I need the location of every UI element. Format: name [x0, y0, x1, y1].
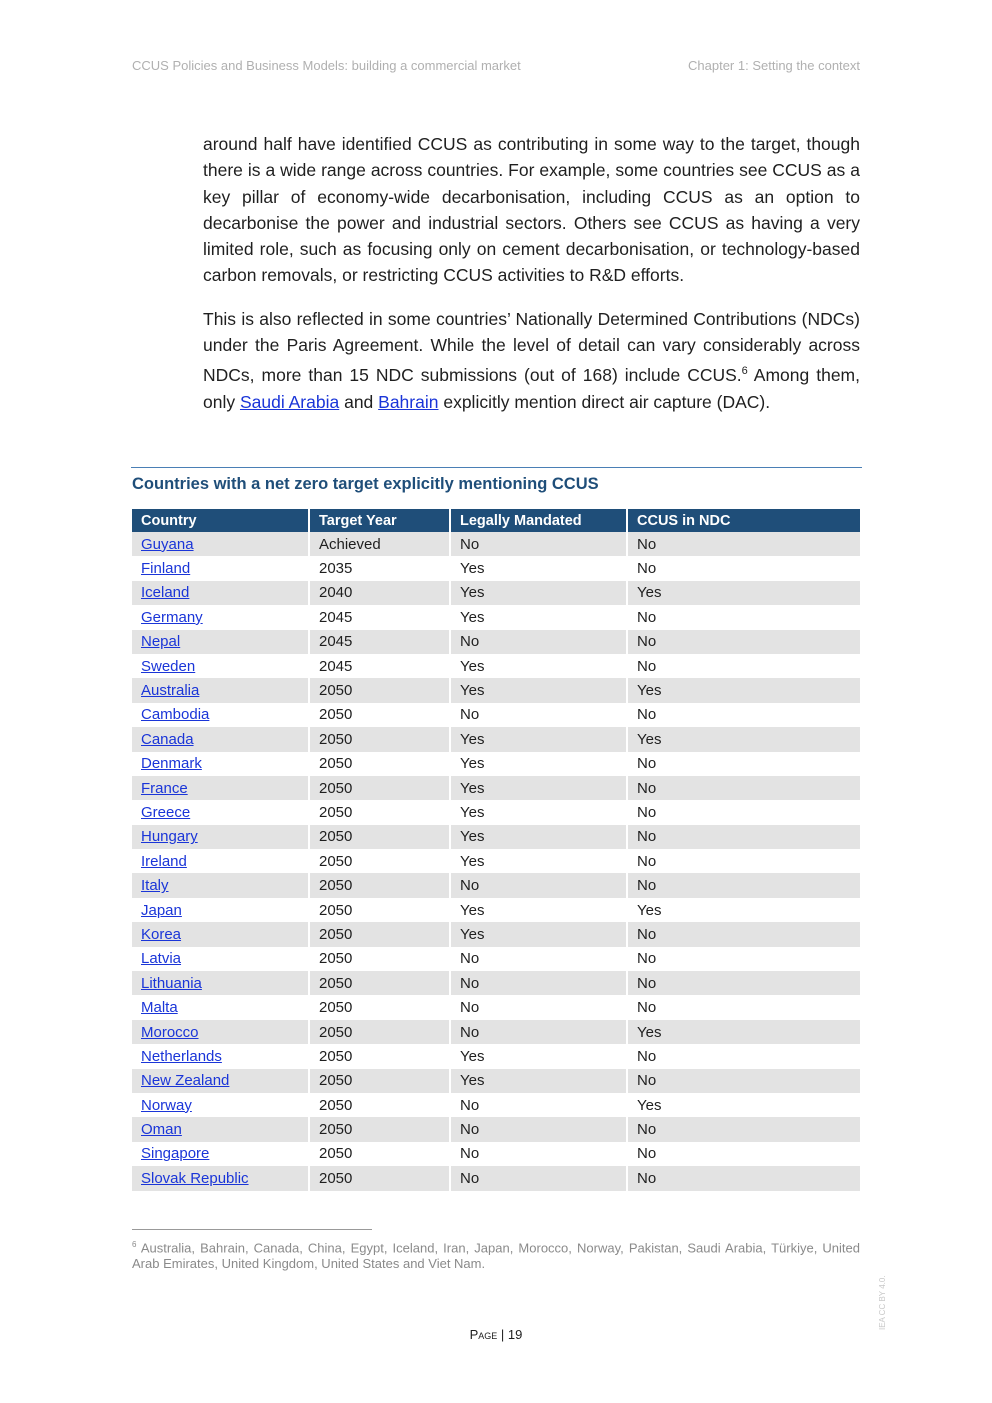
footnote-reference[interactable]: 6 — [741, 365, 748, 378]
country-link[interactable]: Morocco — [141, 1023, 199, 1041]
cell-country — [132, 1044, 309, 1068]
cell-legally-mandated: Yes — [450, 752, 627, 776]
cell-legally-mandated: Yes — [450, 727, 627, 751]
cell-target-year: 2050 — [309, 995, 450, 1019]
cell-legally-mandated: Yes — [450, 776, 627, 800]
country-link[interactable]: Iceland — [141, 584, 190, 602]
cell-legally-mandated: No — [450, 1142, 627, 1166]
cell-ccus-in-ndc: No — [627, 532, 860, 556]
table-body — [132, 532, 860, 1191]
paragraph-2-text: This is also reflected in some countries’ Nationally Determined Contributions (NDCs) under the Paris Agreement. While the level of detail can vary considerably across NDCs, more than 15 NDC submissions (out of 168) include CCUS. — [203, 308, 860, 386]
cell-legally-mandated: Yes — [450, 556, 627, 580]
table-row — [132, 752, 860, 776]
table-row — [132, 703, 860, 727]
footnote-number: 6 — [132, 1240, 137, 1249]
table-row — [132, 1044, 860, 1068]
table-row — [132, 873, 860, 897]
cell-target-year: 2050 — [309, 752, 450, 776]
cell-target-year: 2050 — [309, 971, 450, 995]
cell-target-year: 2050 — [309, 678, 450, 702]
cell-country — [132, 752, 309, 776]
column-header-ccus-in-ndc: CCUS in NDC — [627, 509, 860, 532]
cell-country — [132, 776, 309, 800]
body-text — [203, 131, 860, 432]
table-row — [132, 1142, 860, 1166]
cell-ccus-in-ndc: No — [627, 1117, 860, 1141]
cell-country — [132, 1117, 309, 1141]
cell-target-year: 2045 — [309, 654, 450, 678]
cell-target-year: 2050 — [309, 1142, 450, 1166]
cell-ccus-in-ndc: Yes — [627, 678, 860, 702]
cell-country — [132, 556, 309, 580]
cell-target-year: 2050 — [309, 800, 450, 824]
country-link[interactable]: Italy — [141, 877, 169, 895]
table-row — [132, 1069, 860, 1093]
country-link[interactable]: Canada — [141, 730, 194, 748]
cell-legally-mandated: Yes — [450, 654, 627, 678]
cell-target-year: 2050 — [309, 1166, 450, 1190]
table-row — [132, 678, 860, 702]
header-document-title: CCUS Policies and Business Models: building a commercial market — [132, 58, 521, 73]
cell-target-year: 2050 — [309, 1069, 450, 1093]
table-row — [132, 995, 860, 1019]
country-link[interactable]: Slovak Republic — [141, 1169, 249, 1187]
cell-ccus-in-ndc: No — [637, 999, 657, 1017]
cell-country — [132, 1020, 309, 1044]
cell-country — [132, 532, 309, 556]
cell-legally-mandated: Yes — [450, 605, 627, 629]
cell-target-year: 2045 — [309, 605, 450, 629]
cell-country — [132, 605, 309, 629]
running-header — [132, 58, 860, 73]
cell-legally-mandated: No — [450, 1020, 627, 1044]
footnote — [132, 1237, 860, 1272]
table-row — [132, 605, 860, 629]
cell-country — [132, 678, 309, 702]
paragraph-2-text: explicitly mention direct air capture (DAC). — [438, 391, 771, 412]
country-link[interactable]: Korea — [141, 925, 182, 943]
cell-ccus-in-ndc: No — [627, 776, 860, 800]
cell-target-year: 2050 — [309, 825, 450, 849]
table-row — [132, 971, 860, 995]
cell-target-year: 2040 — [309, 581, 450, 605]
country-link[interactable]: Norway — [141, 1096, 192, 1114]
cell-legally-mandated: Yes — [450, 1044, 627, 1068]
cell-target-year: 2050 — [309, 873, 450, 897]
table-row — [132, 630, 860, 654]
country-link[interactable]: Germany — [141, 608, 203, 626]
cell-legally-mandated: Yes — [450, 825, 627, 849]
cell-ccus-in-ndc: Yes — [627, 581, 860, 605]
country-link[interactable]: Malta — [141, 999, 178, 1017]
cell-target-year: 2050 — [309, 1044, 450, 1068]
net-zero-ccus-table — [132, 509, 860, 1191]
paragraph-1: around half have identified CCUS as contributing in some way to the target, though there is a wide range across countries. For example, some countries see CCUS as a key pillar of economy-wide decarbonisation, including CCUS as an option to decarbonise the power and industrial sectors. Others see CCUS as having a very limited role, such as focusing only on cement decarbonisation, or technology-based carbon removals, or restricting CCUS activities to R&D efforts. — [203, 134, 860, 286]
country-link[interactable]: Oman — [141, 1121, 182, 1139]
cell-ccus-in-ndc: Yes — [637, 901, 662, 919]
table-row — [132, 776, 860, 800]
cell-ccus-in-ndc: No — [627, 873, 860, 897]
cell-ccus-in-ndc: No — [637, 1047, 657, 1065]
country-link[interactable]: Guyana — [141, 535, 194, 553]
cell-ccus-in-ndc: No — [637, 560, 657, 578]
cell-ccus-in-ndc: No — [627, 971, 860, 995]
country-link[interactable]: Hungary — [141, 828, 198, 846]
cell-target-year: 2050 — [309, 1117, 450, 1141]
cell-country — [132, 825, 309, 849]
cell-target-year: 2050 — [309, 1020, 450, 1044]
cell-legally-mandated: Yes — [450, 678, 627, 702]
header-chapter-title: Chapter 1: Setting the context — [688, 58, 860, 73]
cell-country — [132, 800, 309, 824]
cell-country — [132, 947, 309, 971]
cell-country — [132, 581, 309, 605]
cell-legally-mandated: No — [450, 1166, 627, 1190]
country-link[interactable]: Finland — [141, 560, 191, 578]
column-header-country: Country — [132, 509, 309, 532]
cell-target-year: 2045 — [309, 630, 450, 654]
page-separator: | — [497, 1327, 508, 1342]
cell-legally-mandated: No — [450, 947, 627, 971]
cell-country — [132, 727, 309, 751]
cell-country — [132, 703, 309, 727]
cell-legally-mandated: No — [450, 1117, 627, 1141]
country-link[interactable]: Cambodia — [141, 706, 210, 724]
country-link[interactable]: Lithuania — [141, 974, 202, 992]
paragraph-2 — [203, 306, 860, 415]
table-title: Countries with a net zero target explicitly mentioning CCUS — [132, 475, 599, 493]
cell-legally-mandated: No — [450, 995, 627, 1019]
footnote-text: Australia, Bahrain, Canada, China, Egypt, Iceland, Iran, Japan, Morocco, Norway, Pakistan, Saudi Arabia, Türkiye, United Arab Emirates, United Kingdom, United States and Viet Nam. — [132, 1240, 860, 1272]
cell-ccus-in-ndc: Yes — [637, 1096, 662, 1114]
table-row — [132, 922, 860, 946]
country-link[interactable]: Latvia — [141, 950, 182, 968]
cell-legally-mandated: No — [450, 1093, 627, 1117]
link-saudi-arabia[interactable]: Saudi Arabia — [239, 391, 340, 412]
cell-target-year: Achieved — [309, 532, 450, 556]
country-link[interactable]: Singapore — [141, 1145, 210, 1163]
country-link[interactable]: Nepal — [141, 633, 181, 651]
cell-country — [132, 849, 309, 873]
cell-country — [132, 654, 309, 678]
cell-ccus-in-ndc: No — [637, 657, 657, 675]
cell-ccus-in-ndc: No — [637, 706, 657, 724]
country-link[interactable]: Denmark — [141, 755, 202, 773]
cell-ccus-in-ndc: No — [627, 1166, 860, 1190]
cell-legally-mandated: No — [450, 630, 627, 654]
cell-country — [132, 995, 309, 1019]
cell-country — [132, 873, 309, 897]
table-row — [132, 800, 860, 824]
page-label: Page — [469, 1327, 498, 1342]
cell-target-year: 2050 — [309, 776, 450, 800]
license-notice: IEA CC BY 4.0. — [878, 1275, 887, 1330]
table-row — [132, 1020, 860, 1044]
cell-legally-mandated: No — [450, 873, 627, 897]
link-bahrain[interactable]: Bahrain — [378, 391, 439, 412]
cell-target-year: 2050 — [309, 727, 450, 751]
table-row — [132, 849, 860, 873]
paragraph-2-text: Among them, only — [203, 365, 860, 412]
table-row — [132, 727, 860, 751]
country-link[interactable]: Ireland — [141, 852, 187, 870]
cell-ccus-in-ndc: No — [637, 852, 657, 870]
cell-legally-mandated: No — [450, 532, 627, 556]
cell-ccus-in-ndc: No — [627, 825, 860, 849]
country-link[interactable]: Greece — [141, 803, 191, 821]
cell-target-year: 2050 — [309, 849, 450, 873]
cell-legally-mandated: Yes — [450, 1069, 627, 1093]
cell-country — [132, 922, 309, 946]
table-top-rule — [131, 467, 862, 468]
cell-ccus-in-ndc: No — [637, 755, 657, 773]
cell-ccus-in-ndc: No — [627, 630, 860, 654]
cell-country — [132, 971, 309, 995]
paragraph-2-text: and — [339, 391, 379, 412]
table-row — [132, 1093, 860, 1117]
cell-target-year: 2050 — [309, 922, 450, 946]
table-row — [132, 825, 860, 849]
cell-ccus-in-ndc: No — [637, 1145, 657, 1163]
column-header-target-year: Target Year — [309, 509, 450, 532]
table-row — [132, 581, 860, 605]
cell-ccus-in-ndc: Yes — [627, 727, 860, 751]
cell-country — [132, 898, 309, 922]
cell-ccus-in-ndc: No — [637, 803, 657, 821]
cell-ccus-in-ndc: No — [627, 1069, 860, 1093]
table-row — [132, 532, 860, 556]
cell-country — [132, 630, 309, 654]
cell-target-year: 2050 — [309, 1093, 450, 1117]
cell-country — [132, 1166, 309, 1190]
cell-target-year: 2050 — [309, 947, 450, 971]
cell-legally-mandated: Yes — [450, 898, 627, 922]
footnote-divider — [132, 1229, 372, 1230]
cell-ccus-in-ndc: No — [637, 608, 657, 626]
cell-country — [132, 1142, 309, 1166]
country-link[interactable]: Sweden — [141, 657, 196, 675]
cell-ccus-in-ndc: No — [637, 950, 657, 968]
page-number — [0, 1327, 992, 1342]
cell-legally-mandated: Yes — [450, 922, 627, 946]
column-header-legally-mandated: Legally Mandated — [450, 509, 627, 532]
table-row — [132, 556, 860, 580]
country-link[interactable]: Japan — [141, 901, 182, 919]
page-number-value: 19 — [507, 1327, 523, 1342]
table-row — [132, 1166, 860, 1190]
table-row — [132, 898, 860, 922]
cell-target-year: 2035 — [309, 556, 450, 580]
country-link[interactable]: Netherlands — [141, 1047, 222, 1065]
cell-country — [132, 1093, 309, 1117]
cell-country — [132, 1069, 309, 1093]
country-link[interactable]: New Zealand — [141, 1072, 230, 1090]
country-link[interactable]: Australia — [141, 682, 200, 700]
cell-legally-mandated: Yes — [450, 581, 627, 605]
table-row — [132, 654, 860, 678]
cell-target-year: 2050 — [309, 703, 450, 727]
cell-legally-mandated: Yes — [450, 849, 627, 873]
cell-legally-mandated: No — [450, 971, 627, 995]
cell-ccus-in-ndc: Yes — [627, 1020, 860, 1044]
table-row — [132, 947, 860, 971]
cell-target-year: 2050 — [309, 898, 450, 922]
country-link[interactable]: France — [141, 779, 188, 797]
table-row — [132, 1117, 860, 1141]
cell-legally-mandated: Yes — [450, 800, 627, 824]
cell-legally-mandated: No — [450, 703, 627, 727]
table-header-row — [132, 509, 860, 532]
cell-ccus-in-ndc: No — [627, 922, 860, 946]
